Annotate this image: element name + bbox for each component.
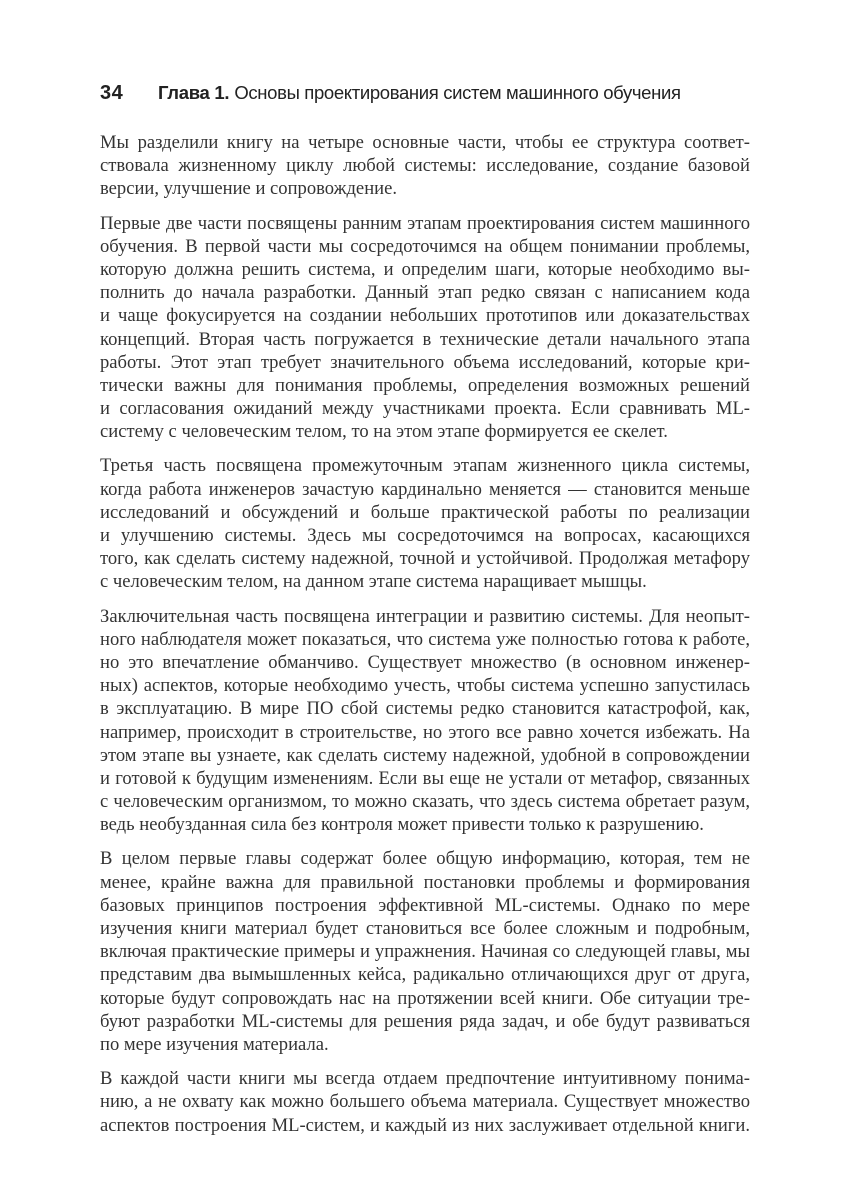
text-line: по мере изучения материала. xyxy=(100,1033,329,1055)
text-line: базовых принципов построения эффективной ML-системы. Однако по мере xyxy=(100,894,750,916)
running-header xyxy=(100,78,760,108)
text-line: обучения. В первой части мы сосредоточимся на общем понимании проблемы, xyxy=(100,235,750,257)
body-text xyxy=(100,131,750,1148)
text-line: когда работа инженеров зачастую кардинально меняется — становится меньше xyxy=(100,478,750,500)
chapter-title: Основы проектирования систем машинного обучения xyxy=(234,82,681,103)
text-line: аспектов построения ML-систем, и каждый из них заслуживает отдельной книги. xyxy=(100,1114,750,1136)
text-line: с человеческим организмом, то можно сказать, что здесь система обретает разум, xyxy=(100,791,750,813)
text-line: Заключительная часть посвящена интеграции и развитию системы. Для неопыт- xyxy=(100,605,750,627)
text-line: того, как сделать систему надежной, точной и устойчивой. Продолжая метафору xyxy=(100,548,750,570)
paragraph-5 xyxy=(100,847,750,1056)
paragraph-3 xyxy=(100,454,750,593)
text-line: Третья часть посвящена промежуточным этапам жизненного цикла системы, xyxy=(100,455,750,477)
text-line: и готовой к будущим изменениям. Если вы еще не устали от метафор, связанных xyxy=(100,767,750,789)
text-line: которую должна решить система, и определим шаги, которые необходимо вы- xyxy=(100,258,750,280)
text-line: но это впечатление обманчиво. Существует множество (в основном инженер- xyxy=(100,651,750,673)
chapter-label: Глава 1. xyxy=(158,82,230,103)
text-line: представим два вымышленных кейса, радикально отличающихся друг от друга, xyxy=(100,964,750,986)
text-line: в эксплуатацию. В мире ПО сбой системы редко становится катастрофой, как, xyxy=(100,698,750,720)
text-line: систему с человеческим телом, то на этом этапе формируется ее скелет. xyxy=(100,421,668,443)
text-line: с человеческим телом, на данном этапе система наращивает мышцы. xyxy=(100,571,647,593)
text-line: исследований и обсуждений и больше практической работы по реализации xyxy=(100,501,750,523)
text-line: В каждой части книги мы всегда отдаем предпочтение интуитивному понима- xyxy=(100,1068,750,1090)
text-line: полнить до начала разработки. Данный этап редко связан с написанием кода xyxy=(100,282,750,304)
text-line: концепций. Вторая часть погружается в технические детали начального этапа xyxy=(100,328,750,350)
page-number: 34 xyxy=(100,82,124,104)
text-line: и улучшению системы. Здесь мы сосредоточимся на вопросах, касающихся xyxy=(100,525,750,546)
text-line: ных) аспектов, которые необходимо учесть, чтобы система успешно запустилась xyxy=(100,675,750,697)
paragraph-2 xyxy=(100,212,750,444)
text-line: версии, улучшение и сопровождение. xyxy=(100,178,397,200)
text-line: этом этапе вы узнаете, как сделать систему надежной, удобной в сопровождении xyxy=(100,744,750,766)
text-line: нию, а не охвату как можно большего объема материала. Существует множество xyxy=(100,1091,750,1113)
text-line: менее, крайне важна для правильной постановки проблемы и формирования xyxy=(100,871,750,893)
text-line: ного наблюдателя может показаться, что система уже полностью готова к работе, xyxy=(100,628,750,650)
text-line: ведь необузданная сила без контроля может привести только к разрушению. xyxy=(100,814,704,836)
text-line: которые будут сопровождать нас на протяжении всей книги. Обе ситуации тре- xyxy=(100,987,750,1009)
text-line: В целом первые главы содержат более общую информацию, которая, тем не xyxy=(100,848,750,870)
text-line: буют разработки ML-системы для решения ряда задач, и обе будут развиваться xyxy=(100,1010,750,1032)
text-line: Мы разделили книгу на четыре основные части, чтобы ее структура соответ- xyxy=(100,132,750,153)
paragraph-4 xyxy=(100,605,750,837)
text-line: и согласования ожиданий между участниками проекта. Если сравнивать ML- xyxy=(100,398,750,420)
text-line: изучения книги материал будет становиться все более сложным и подробным, xyxy=(100,918,750,939)
text-line: Первые две части посвящены ранним этапам проектирования систем машинного xyxy=(100,212,750,234)
text-line: например, происходит в строительстве, но этого все равно хочется избежать. На xyxy=(100,721,750,743)
paragraph-1 xyxy=(100,131,750,201)
text-line: тически важны для понимания проблемы, определения возможных решений xyxy=(100,374,750,396)
text-line: включая практические примеры и упражнения. Начиная со следующей главы, мы xyxy=(100,941,750,963)
text-line: ствовала жизненному циклу любой системы: исследование, создание базовой xyxy=(100,155,750,177)
text-line: работы. Этот этап требует значительного объема исследований, которые кри- xyxy=(100,351,750,373)
paragraph-6 xyxy=(100,1067,750,1137)
text-line: и чаще фокусируется на создании небольших прототипов или доказательствах xyxy=(100,305,750,327)
